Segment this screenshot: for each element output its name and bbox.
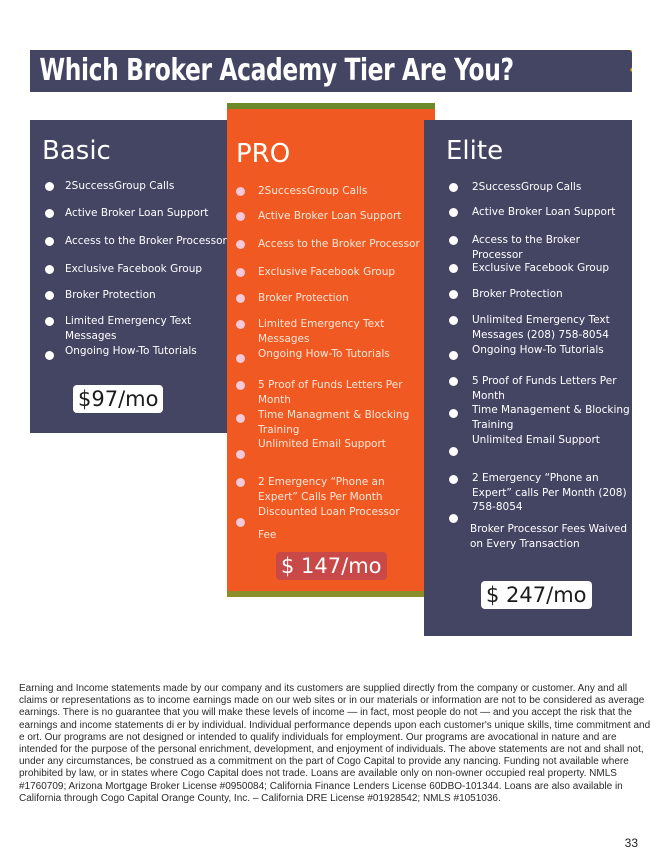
feature-item: Ongoing How-To Tutorials <box>65 345 197 357</box>
bullet-icon <box>45 351 54 360</box>
tier-name-basic: Basic <box>42 136 111 166</box>
feature-item: 2SuccessGroup Calls <box>472 181 582 193</box>
feature-item: 758-8054 <box>472 501 523 513</box>
title-banner <box>30 50 632 92</box>
bullet-icon <box>236 518 245 527</box>
tier-card-elite <box>424 120 632 636</box>
feature-item: Discounted Loan Processor <box>258 506 400 518</box>
bullet-icon <box>45 237 54 246</box>
tier-name-elite: Elite <box>446 136 504 166</box>
bullet-icon <box>236 187 245 196</box>
feature-item: Expert” Calls Per Month <box>258 491 383 503</box>
feature-item: Unlimited Emergency Text <box>472 314 610 326</box>
price-basic: $97/mo <box>73 385 163 413</box>
feature-item: 5 Proof of Funds Letters Per <box>258 379 403 391</box>
page-title: Which Broker Academy Tier Are You? <box>39 53 514 88</box>
bullet-icon <box>236 450 245 459</box>
feature-item: Expert” calls Per Month (208) <box>472 487 627 499</box>
feature-item: 2 Emergency “Phone an <box>258 476 385 488</box>
feature-item: Broker Protection <box>65 289 156 301</box>
bullet-icon <box>236 294 245 303</box>
feature-item: 2SuccessGroup Calls <box>65 180 175 192</box>
tier-card-basic <box>30 120 227 433</box>
price-pro: $ 147/mo <box>276 552 387 580</box>
bullet-icon <box>449 290 458 299</box>
tier-name-pro: PRO <box>236 139 291 169</box>
feature-item: Limited Emergency Text <box>65 315 192 327</box>
feature-item: Access to the Broker Processor <box>65 235 227 247</box>
disclaimer-text: Earning and Income statements made by our company and its customers are supplied directly from the company or customer. Any and all claims or representations as to income earnings made on our web sites or in our materials or information are not to be considered as average earnings. There is no guarantee that you will make these levels of income — in fact, most people do not — and you accept the risk that the earnings and income statements di er by individual. Individual performance depends upon each customer's unique skills, time commitment and e ort. Our programs are not designed or intended to qualify individuals for employment. Our programs are avocational in nature and are intended for the purpose of the personal enrichment, development, and enjoyment of individuals. The above statements are not and shall not, under any circumstances, be construed as a commitment on the part of Cogo Capital to provide any nancing. Funding not available where prohibited by law, or in states where Cogo Capital does not trade. Loans are available only on non-owner occupied real property. NMLS #1760709; Arizona Mortgage Broker License #0950084; California Finance Lenders License 60DBO-101344. Loans are also available in California through Cogo Capital Orange County, Inc. – California DRE License #01928542; NMLS #1051036. <box>19 683 651 804</box>
feature-item: Messages <box>258 333 310 345</box>
feature-item: Messages (208) 758-8054 <box>472 329 609 341</box>
feature-item: Active Broker Loan Support <box>258 210 402 222</box>
bullet-icon <box>449 264 458 273</box>
bullet-icon <box>449 183 458 192</box>
feature-item: Broker Protection <box>472 288 563 300</box>
feature-item: 2 Emergency “Phone an <box>472 472 599 484</box>
bullet-icon <box>449 316 458 325</box>
bullet-icon <box>236 268 245 277</box>
feature-item: Unlimited Email Support <box>472 434 600 446</box>
tier-card-pro <box>227 103 435 597</box>
feature-item: Fee <box>258 529 277 541</box>
feature-item: Ongoing How-To Tutorials <box>472 344 604 356</box>
feature-item: Time Managment & Blocking <box>258 409 410 421</box>
bullet-icon <box>449 514 458 523</box>
feature-item: Exclusive Facebook Group <box>472 262 610 274</box>
feature-item: Limited Emergency Text <box>258 318 385 330</box>
feature-item: Messages <box>65 330 117 342</box>
bullet-icon <box>45 265 54 274</box>
corner-swoosh <box>600 50 632 80</box>
feature-item: 2SuccessGroup Calls <box>258 185 368 197</box>
bullet-icon <box>236 478 245 487</box>
bullet-icon <box>449 208 458 217</box>
bullet-icon <box>236 354 245 363</box>
feature-item: on Every Transaction <box>470 538 580 550</box>
bullet-icon <box>45 182 54 191</box>
bullet-icon <box>449 409 458 418</box>
feature-item: Month <box>472 390 505 402</box>
feature-item: Broker Protection <box>258 292 349 304</box>
feature-item: Exclusive Facebook Group <box>258 266 396 278</box>
feature-item: Month <box>258 394 291 406</box>
feature-item: Access to the Broker Processor <box>258 238 420 250</box>
bullet-icon <box>236 240 245 249</box>
bullet-icon <box>449 447 458 456</box>
feature-item: Active Broker Loan Support <box>65 207 209 219</box>
feature-item: Training <box>258 424 300 436</box>
feature-item: Access to the Broker Processor <box>472 234 580 261</box>
bullet-icon <box>45 291 54 300</box>
feature-item: Time Management & Blocking <box>472 404 630 416</box>
bullet-icon <box>449 377 458 386</box>
page-number: 33 <box>624 836 638 850</box>
feature-item: Training <box>472 419 514 431</box>
feature-item: Ongoing How-To Tutorials <box>258 348 390 360</box>
bullet-icon <box>236 320 245 329</box>
price-elite: $ 247/mo <box>481 581 592 609</box>
feature-item: Active Broker Loan Support <box>472 206 616 218</box>
bullet-icon <box>236 414 245 423</box>
feature-item: Unlimited Email Support <box>258 438 386 450</box>
bullet-icon <box>236 381 245 390</box>
feature-item: Exclusive Facebook Group <box>65 263 203 275</box>
bullet-icon <box>236 212 245 221</box>
bullet-icon <box>449 475 458 484</box>
bullet-icon <box>449 236 458 245</box>
bullet-icon <box>45 209 54 218</box>
bullet-icon <box>45 317 54 326</box>
feature-item: Broker Processor Fees Waived <box>470 523 628 535</box>
feature-item: 5 Proof of Funds Letters Per <box>472 375 617 387</box>
bullet-icon <box>449 351 458 360</box>
